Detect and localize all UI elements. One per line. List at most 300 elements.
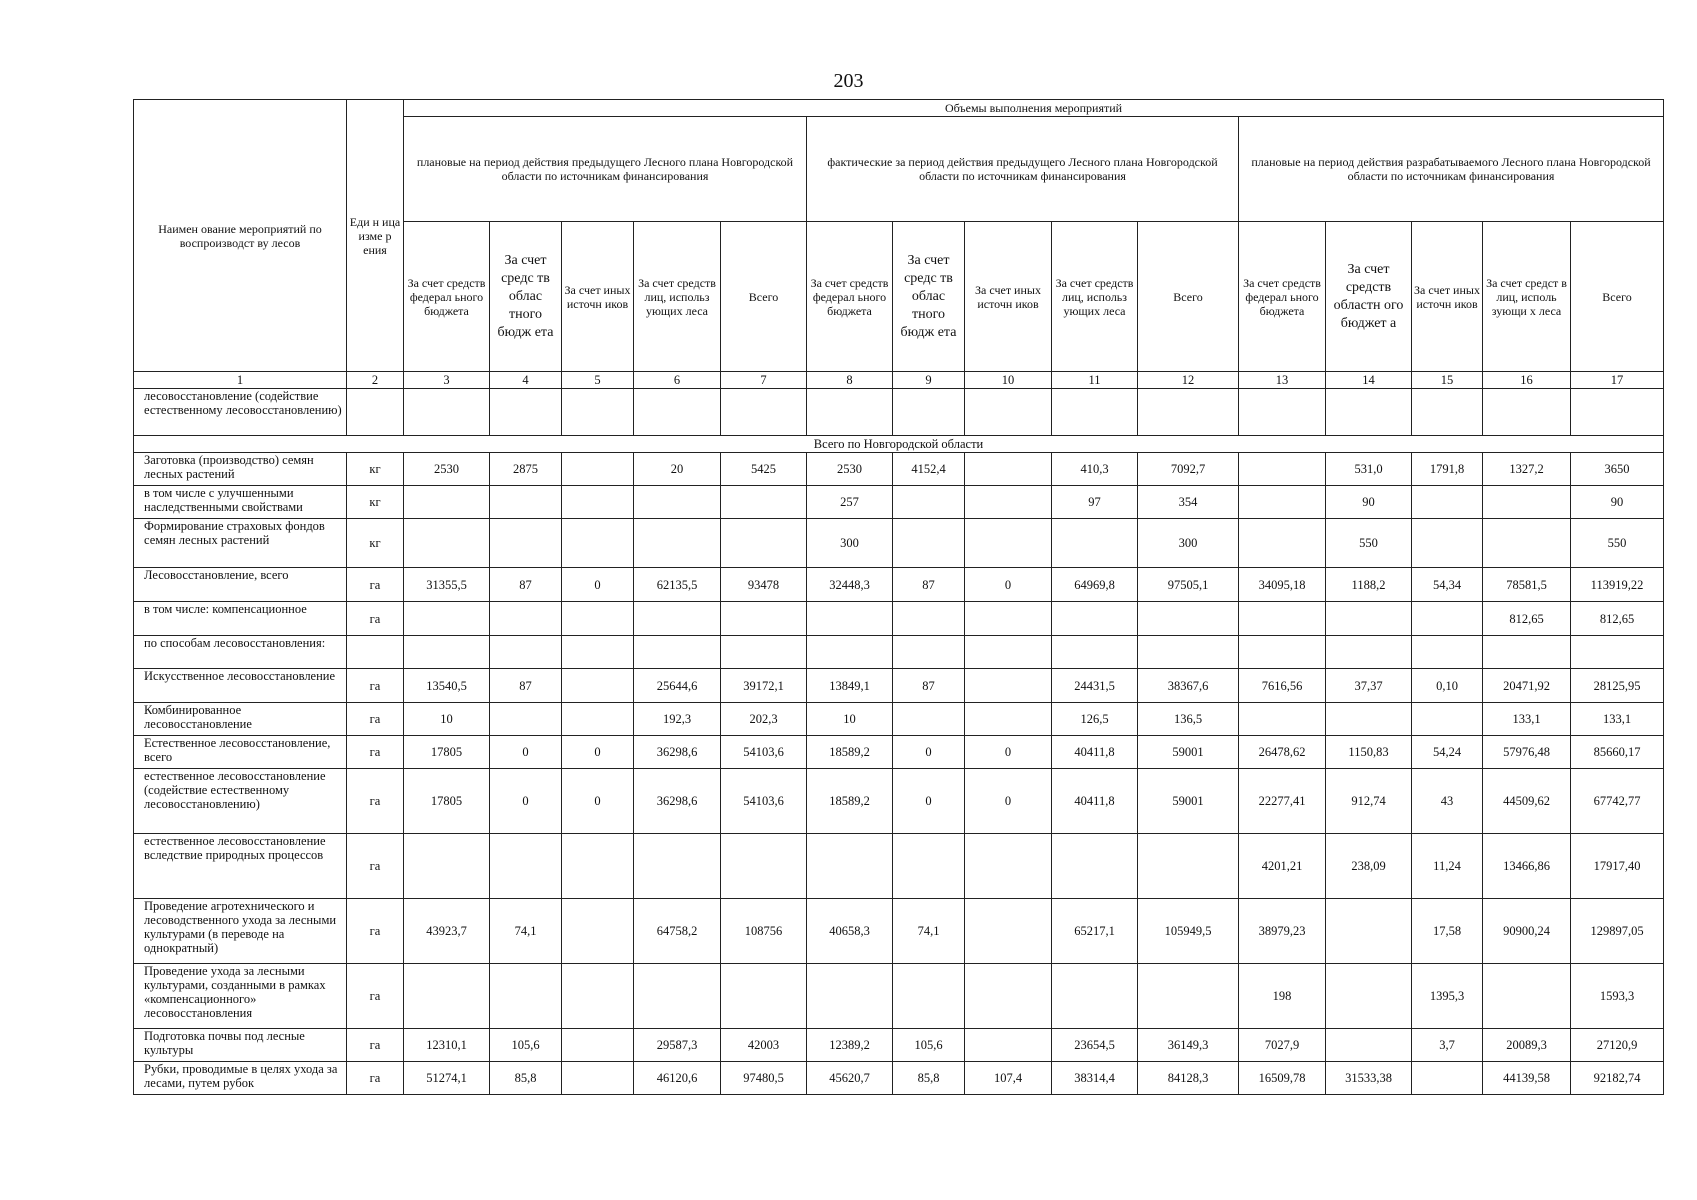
table-cell	[1483, 486, 1571, 519]
table-cell: 3650	[1571, 453, 1664, 486]
table-cell: 3,7	[1412, 1029, 1483, 1062]
row-unit: га	[347, 1062, 404, 1095]
table-cell	[1412, 519, 1483, 568]
reforestation-table	[133, 99, 1664, 1095]
table-cell	[1571, 389, 1664, 436]
table-cell	[634, 964, 721, 1029]
table-cell: 36298,6	[634, 736, 721, 769]
table-cell: 13466,86	[1483, 834, 1571, 899]
table-cell: 17805	[404, 736, 490, 769]
column-number-16: 16	[1483, 372, 1571, 389]
table-cell: 87	[893, 568, 965, 602]
header-sub-col-3: За счет средств федерал ьного бюджета	[404, 222, 490, 372]
table-cell: 5425	[721, 453, 807, 486]
table-cell: 36298,6	[634, 769, 721, 834]
table-cell: 87	[490, 568, 562, 602]
table-cell: 0	[562, 736, 634, 769]
table-row	[134, 899, 1664, 964]
row-unit: га	[347, 964, 404, 1029]
table-cell	[634, 519, 721, 568]
table-cell: 531,0	[1326, 453, 1412, 486]
table-cell	[965, 486, 1052, 519]
table-cell: 78581,5	[1483, 568, 1571, 602]
table-cell: 74,1	[490, 899, 562, 964]
row-name: Проведение ухода за лесными культурами, созданными в рамках «компенсационного» лесовосстановления	[134, 964, 347, 1029]
column-number-13: 13	[1239, 372, 1326, 389]
table-cell	[965, 389, 1052, 436]
table-cell	[562, 1062, 634, 1095]
table-cell: 812,65	[1571, 602, 1664, 636]
table-cell: 13540,5	[404, 669, 490, 703]
table-cell: 812,65	[1483, 602, 1571, 636]
table-cell	[965, 453, 1052, 486]
table-row	[134, 736, 1664, 769]
table-cell	[721, 389, 807, 436]
table-cell: 10	[807, 703, 893, 736]
table-cell	[404, 389, 490, 436]
row-unit: кг	[347, 453, 404, 486]
header-group-prev-fact: фактические за период действия предыдущего Лесного плана Новгородской области по источникам финансирования	[807, 117, 1239, 222]
table-cell	[1239, 602, 1326, 636]
header-sub-col-7: Всего	[721, 222, 807, 372]
table-cell	[1052, 964, 1138, 1029]
column-number-6: 6	[634, 372, 721, 389]
table-cell	[893, 636, 965, 669]
table-cell: 0	[490, 769, 562, 834]
row-name: в том числе: компенсационное	[134, 602, 347, 636]
header-sub-col-10: За счет иных источн иков	[965, 222, 1052, 372]
header-group-new-plan: плановые на период действия разрабатываемого Лесного плана Новгородской области по источникам финансирования	[1239, 117, 1664, 222]
table-cell	[1138, 834, 1239, 899]
header-sub-col-9: За счет средс тв облас тного бюдж ета	[893, 222, 965, 372]
column-number-10: 10	[965, 372, 1052, 389]
table-cell	[1326, 703, 1412, 736]
table-cell: 54,24	[1412, 736, 1483, 769]
table-cell: 90	[1326, 486, 1412, 519]
row-name: Комбинированное лесовосстановление	[134, 703, 347, 736]
table-cell	[1412, 703, 1483, 736]
table-cell	[1326, 389, 1412, 436]
table-cell: 912,74	[1326, 769, 1412, 834]
table-row	[134, 602, 1664, 636]
table-cell: 22277,41	[1239, 769, 1326, 834]
row-name: Естественное лесовосстановление, всего	[134, 736, 347, 769]
table-cell	[1412, 1062, 1483, 1095]
page-number: 203	[833, 70, 864, 92]
table-cell	[893, 964, 965, 1029]
table-cell	[965, 1029, 1052, 1062]
table-cell: 2530	[404, 453, 490, 486]
table-cell: 1188,2	[1326, 568, 1412, 602]
table-cell: 28125,95	[1571, 669, 1664, 703]
table-cell	[1138, 389, 1239, 436]
header-sub-col-5: За счет иных источн иков	[562, 222, 634, 372]
table-cell	[893, 486, 965, 519]
table-cell	[562, 1029, 634, 1062]
table-row	[134, 1062, 1664, 1095]
header-sub-col-15: За счет иных источн иков	[1412, 222, 1483, 372]
table-cell	[1483, 389, 1571, 436]
table-cell: 12389,2	[807, 1029, 893, 1062]
table-cell	[893, 389, 965, 436]
table-cell: 107,4	[965, 1062, 1052, 1095]
table-cell: 54103,6	[721, 736, 807, 769]
table-cell	[1052, 389, 1138, 436]
table-row	[134, 453, 1664, 486]
header-sub-col-13: За счет средств федерал ьного бюджета	[1239, 222, 1326, 372]
table-cell: 136,5	[1138, 703, 1239, 736]
table-cell: 10	[404, 703, 490, 736]
table-cell: 20471,92	[1483, 669, 1571, 703]
table-cell	[1138, 636, 1239, 669]
table-cell: 46120,6	[634, 1062, 721, 1095]
table-cell	[404, 834, 490, 899]
table-cell: 1791,8	[1412, 453, 1483, 486]
table-row	[134, 636, 1664, 669]
table-cell: 133,1	[1483, 703, 1571, 736]
table-cell	[1239, 453, 1326, 486]
table-cell: 16509,78	[1239, 1062, 1326, 1095]
table-cell: 300	[1138, 519, 1239, 568]
table-cell	[1483, 519, 1571, 568]
table-cell	[404, 602, 490, 636]
table-cell: 0	[965, 769, 1052, 834]
table-cell	[721, 519, 807, 568]
table-cell: 93478	[721, 568, 807, 602]
table-cell: 126,5	[1052, 703, 1138, 736]
header-sub-col-17: Всего	[1571, 222, 1664, 372]
table-cell	[807, 834, 893, 899]
table-cell: 20	[634, 453, 721, 486]
row-name: естественное лесовосстановление (содействие естественному лесовосстановлению)	[134, 769, 347, 834]
table-cell	[1483, 636, 1571, 669]
header-sub-col-16: За счет средст в лиц, исполь зующи х леса	[1483, 222, 1571, 372]
table-row	[134, 964, 1664, 1029]
table-cell	[965, 703, 1052, 736]
table-cell: 54103,6	[721, 769, 807, 834]
header-sub-col-12: Всего	[1138, 222, 1239, 372]
table-cell: 410,3	[1052, 453, 1138, 486]
table-cell	[1326, 1029, 1412, 1062]
table-cell: 26478,62	[1239, 736, 1326, 769]
table-cell: 12310,1	[404, 1029, 490, 1062]
table-cell: 0	[490, 736, 562, 769]
table-cell	[807, 636, 893, 669]
table-cell: 192,3	[634, 703, 721, 736]
table-cell: 113919,22	[1571, 568, 1664, 602]
row-name: в том числе с улучшенными наследственными свойствами	[134, 486, 347, 519]
column-number-8: 8	[807, 372, 893, 389]
table-cell	[490, 964, 562, 1029]
table-row	[134, 669, 1664, 703]
table-cell: 550	[1326, 519, 1412, 568]
header-sub-col-4: За счет средс тв облас тного бюдж ета	[490, 222, 562, 372]
table-cell	[562, 453, 634, 486]
table-cell	[893, 602, 965, 636]
table-cell	[965, 899, 1052, 964]
table-cell: 38367,6	[1138, 669, 1239, 703]
table-cell	[1412, 602, 1483, 636]
table-cell: 27120,9	[1571, 1029, 1664, 1062]
table-cell: 59001	[1138, 736, 1239, 769]
column-number-2: 2	[347, 372, 404, 389]
table-cell: 129897,05	[1571, 899, 1664, 964]
table-cell	[562, 486, 634, 519]
header-activity-name: Наимен ование мероприятий по воспроизводст ву лесов	[134, 100, 347, 372]
table-cell	[404, 519, 490, 568]
table-cell	[1412, 486, 1483, 519]
table-cell: 85,8	[893, 1062, 965, 1095]
table-cell: 36149,3	[1138, 1029, 1239, 1062]
row-unit: га	[347, 1029, 404, 1062]
table-cell: 0	[965, 568, 1052, 602]
table-cell: 31533,38	[1326, 1062, 1412, 1095]
table-cell	[721, 602, 807, 636]
table-cell: 257	[807, 486, 893, 519]
table-cell: 42003	[721, 1029, 807, 1062]
table-cell: 40658,3	[807, 899, 893, 964]
table-cell: 1593,3	[1571, 964, 1664, 1029]
row-unit: га	[347, 769, 404, 834]
table-cell: 7616,56	[1239, 669, 1326, 703]
table-cell: 92182,74	[1571, 1062, 1664, 1095]
table-cell	[721, 834, 807, 899]
table-cell: 44509,62	[1483, 769, 1571, 834]
row-name: Лесовосстановление, всего	[134, 568, 347, 602]
table-cell: 1395,3	[1412, 964, 1483, 1029]
row-name: Искусственное лесовосстановление	[134, 669, 347, 703]
table-cell	[721, 636, 807, 669]
table-cell	[965, 636, 1052, 669]
table-cell: 54,34	[1412, 568, 1483, 602]
table-cell: 85660,17	[1571, 736, 1664, 769]
table-cell: 105949,5	[1138, 899, 1239, 964]
table-cell	[490, 602, 562, 636]
table-cell: 90	[1571, 486, 1664, 519]
table-cell	[965, 834, 1052, 899]
row-name: лесовосстановление (содействие естественному лесовосстановлению)	[134, 389, 347, 436]
table-cell	[1138, 602, 1239, 636]
table-cell	[1483, 964, 1571, 1029]
row-unit: га	[347, 568, 404, 602]
row-unit	[347, 636, 404, 669]
table-cell: 43	[1412, 769, 1483, 834]
table-cell	[1326, 636, 1412, 669]
table-cell	[1412, 636, 1483, 669]
table-cell	[1239, 519, 1326, 568]
header-sub-col-8: За счет средств федерал ьного бюджета	[807, 222, 893, 372]
table-cell	[404, 636, 490, 669]
table-cell	[807, 602, 893, 636]
table-cell: 31355,5	[404, 568, 490, 602]
table-cell: 57976,48	[1483, 736, 1571, 769]
table-cell: 32448,3	[807, 568, 893, 602]
table-cell: 38314,4	[1052, 1062, 1138, 1095]
row-unit: га	[347, 703, 404, 736]
table-cell: 133,1	[1571, 703, 1664, 736]
table-cell: 4152,4	[893, 453, 965, 486]
table-cell: 59001	[1138, 769, 1239, 834]
table-cell: 105,6	[490, 1029, 562, 1062]
table-cell	[562, 899, 634, 964]
table-cell: 84128,3	[1138, 1062, 1239, 1095]
table-cell	[1052, 602, 1138, 636]
table-cell: 354	[1138, 486, 1239, 519]
table-cell	[490, 486, 562, 519]
table-cell: 0	[893, 736, 965, 769]
table-cell: 198	[1239, 964, 1326, 1029]
table-cell: 17805	[404, 769, 490, 834]
table-cell: 65217,1	[1052, 899, 1138, 964]
table-cell	[562, 519, 634, 568]
row-unit: кг	[347, 486, 404, 519]
table-row	[134, 703, 1664, 736]
table-cell: 1327,2	[1483, 453, 1571, 486]
table-cell: 550	[1571, 519, 1664, 568]
table-cell: 18589,2	[807, 769, 893, 834]
table-cell	[1239, 486, 1326, 519]
table-row	[134, 769, 1664, 834]
table-cell: 23654,5	[1052, 1029, 1138, 1062]
table-cell: 20089,3	[1483, 1029, 1571, 1062]
table-cell	[893, 703, 965, 736]
table-cell	[562, 602, 634, 636]
table-cell	[1239, 389, 1326, 436]
header-group-prev-plan: плановые на период действия предыдущего Лесного плана Новгородской области по источникам финансирования	[404, 117, 807, 222]
row-unit: га	[347, 669, 404, 703]
table-cell	[965, 519, 1052, 568]
row-unit: га	[347, 736, 404, 769]
table-cell: 13849,1	[807, 669, 893, 703]
column-number-12: 12	[1138, 372, 1239, 389]
table-cell	[562, 703, 634, 736]
table-cell	[490, 389, 562, 436]
table-cell: 90900,24	[1483, 899, 1571, 964]
table-cell: 39172,1	[721, 669, 807, 703]
row-name: Формирование страховых фондов семян лесных растений	[134, 519, 347, 568]
column-number-1: 1	[134, 372, 347, 389]
row-unit: га	[347, 899, 404, 964]
table-cell	[634, 834, 721, 899]
table-row	[134, 389, 1664, 436]
table-cell: 0	[562, 769, 634, 834]
table-cell	[562, 834, 634, 899]
column-number-4: 4	[490, 372, 562, 389]
header-sub-col-11: За счет средств лиц, использ ующих леса	[1052, 222, 1138, 372]
table-cell: 97	[1052, 486, 1138, 519]
row-name: Рубки, проводимые в целях ухода за лесами, путем рубок	[134, 1062, 347, 1095]
table-cell	[562, 964, 634, 1029]
table-cell: 62135,5	[634, 568, 721, 602]
table-cell	[634, 486, 721, 519]
table-cell	[1326, 964, 1412, 1029]
table-cell	[347, 389, 404, 436]
table-cell: 97480,5	[721, 1062, 807, 1095]
table-cell: 17917,40	[1571, 834, 1664, 899]
table-cell: 64969,8	[1052, 568, 1138, 602]
table-row	[134, 1029, 1664, 1062]
table-cell	[1239, 636, 1326, 669]
table-cell: 300	[807, 519, 893, 568]
table-cell	[404, 486, 490, 519]
table-cell	[1052, 636, 1138, 669]
row-name: по способам лесовосстановления:	[134, 636, 347, 669]
table-cell: 0	[893, 769, 965, 834]
table-cell: 0	[965, 736, 1052, 769]
table-cell	[893, 519, 965, 568]
table-cell: 85,8	[490, 1062, 562, 1095]
table-cell: 97505,1	[1138, 568, 1239, 602]
table-cell	[490, 519, 562, 568]
table-cell: 2875	[490, 453, 562, 486]
table-cell	[1412, 389, 1483, 436]
table-cell	[490, 636, 562, 669]
table-cell	[634, 602, 721, 636]
table-cell: 4201,21	[1239, 834, 1326, 899]
table-cell	[965, 669, 1052, 703]
table-cell	[721, 964, 807, 1029]
table-cell: 43923,7	[404, 899, 490, 964]
table-cell: 238,09	[1326, 834, 1412, 899]
table-cell	[807, 389, 893, 436]
table-cell: 17,58	[1412, 899, 1483, 964]
table-cell: 24431,5	[1052, 669, 1138, 703]
row-unit: га	[347, 834, 404, 899]
table-cell: 7027,9	[1239, 1029, 1326, 1062]
table-cell	[404, 964, 490, 1029]
table-cell: 7092,7	[1138, 453, 1239, 486]
column-number-17: 17	[1571, 372, 1664, 389]
table-cell: 1150,83	[1326, 736, 1412, 769]
table-cell: 45620,7	[807, 1062, 893, 1095]
table-cell: 44139,58	[1483, 1062, 1571, 1095]
table-cell: 2530	[807, 453, 893, 486]
column-number-3: 3	[404, 372, 490, 389]
table-cell: 74,1	[893, 899, 965, 964]
table-cell: 51274,1	[404, 1062, 490, 1095]
table-cell: 87	[490, 669, 562, 703]
row-name: Подготовка почвы под лесные культуры	[134, 1029, 347, 1062]
table-cell	[634, 636, 721, 669]
section-row	[134, 436, 1664, 453]
table-cell	[893, 834, 965, 899]
table-cell	[490, 834, 562, 899]
table-cell	[1239, 703, 1326, 736]
table-cell: 37,37	[1326, 669, 1412, 703]
table-cell: 34095,18	[1239, 568, 1326, 602]
column-number-7: 7	[721, 372, 807, 389]
table-cell: 18589,2	[807, 736, 893, 769]
table-cell: 67742,77	[1571, 769, 1664, 834]
table-cell	[562, 389, 634, 436]
table-cell: 40411,8	[1052, 736, 1138, 769]
column-number-11: 11	[1052, 372, 1138, 389]
table-cell	[1138, 964, 1239, 1029]
table-cell: 29587,3	[634, 1029, 721, 1062]
row-name: Заготовка (производство) семян лесных растений	[134, 453, 347, 486]
column-number-14: 14	[1326, 372, 1412, 389]
table-cell: 11,24	[1412, 834, 1483, 899]
row-unit: кг	[347, 519, 404, 568]
table-cell: 105,6	[893, 1029, 965, 1062]
column-number-15: 15	[1412, 372, 1483, 389]
header-sub-col-14: За счет средств областн ого бюджет а	[1326, 222, 1412, 372]
table-row	[134, 519, 1664, 568]
table-row	[134, 486, 1664, 519]
table-row	[134, 568, 1664, 602]
table-cell: 0	[562, 568, 634, 602]
table-cell	[1052, 834, 1138, 899]
